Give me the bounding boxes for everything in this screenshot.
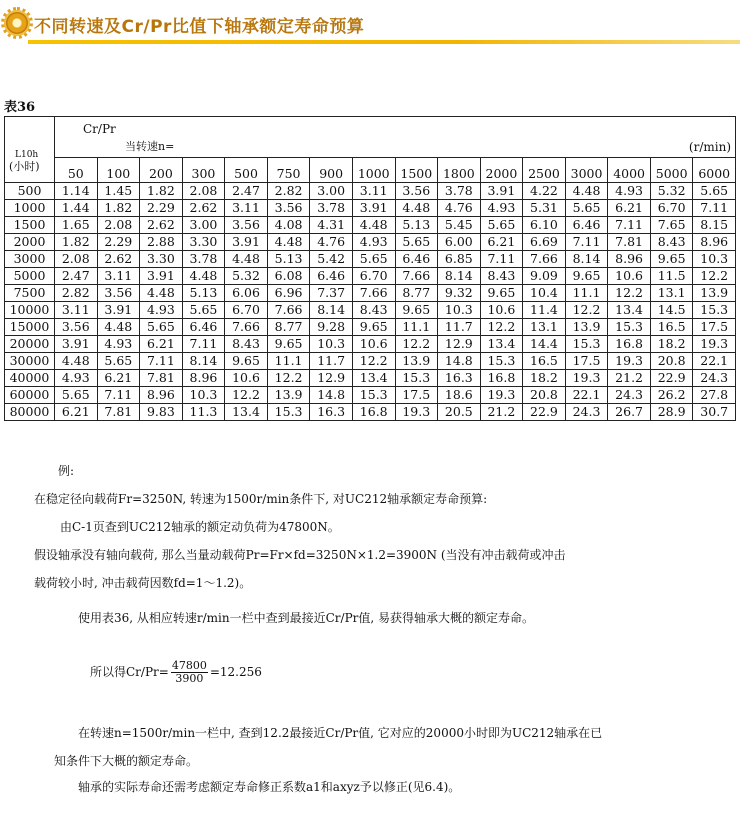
ratio-value-cell: 28.9 [650,404,693,421]
ratio-value-cell: 3.91 [140,268,183,285]
life-hours-cell: 20000 [5,336,55,353]
ratio-value-cell: 12.2 [267,370,310,387]
ratio-value-cell: 16.3 [438,370,481,387]
ratio-value-cell: 19.3 [395,404,438,421]
ratio-value-cell: 3.78 [310,200,353,217]
ratio-value-cell: 6.96 [267,285,310,302]
table-row [5,268,736,285]
ratio-value-cell: 8.77 [267,319,310,336]
ratio-value-cell: 3.91 [352,200,395,217]
example-heading: 例: [58,464,75,478]
ratio-value-cell: 19.3 [480,387,523,404]
ratio-value-cell: 4.93 [608,183,651,200]
ratio-value-cell: 6.00 [438,234,481,251]
bearing-life-table [4,116,736,421]
ratio-value-cell: 12.2 [693,268,736,285]
ratio-value-cell: 2.29 [140,200,183,217]
example-line: 载荷较小时, 冲击载荷因数fd=1～1.2)。 [34,576,252,590]
ratio-value-cell: 16.8 [480,370,523,387]
table-row [5,404,736,421]
ratio-value-cell: 15.3 [480,353,523,370]
ratio-value-cell: 8.14 [310,302,353,319]
ratio-value-cell: 5.65 [352,251,395,268]
ratio-value-cell: 4.93 [55,370,98,387]
ratio-value-cell: 5.65 [395,234,438,251]
ratio-value-cell: 4.48 [97,319,140,336]
ratio-value-cell: 15.3 [693,302,736,319]
ratio-value-cell: 9.09 [523,268,566,285]
ratio-value-cell: 1.82 [140,183,183,200]
table-row [5,353,736,370]
life-hours-cell: 40000 [5,370,55,387]
page-header [0,0,740,46]
ratio-value-cell: 5.65 [480,217,523,234]
ratio-value-cell: 8.96 [608,251,651,268]
ratio-value-cell: 3.56 [225,217,268,234]
life-hours-cell: 2000 [5,234,55,251]
speed-header-cell: 3000 [565,158,608,183]
ratio-value-cell: 12.9 [310,370,353,387]
ratio-value-cell: 6.21 [608,200,651,217]
ratio-value-cell: 8.43 [480,268,523,285]
ratio-value-cell: 13.4 [225,404,268,421]
ratio-value-cell: 6.46 [182,319,225,336]
speed-header-cell: 750 [267,158,310,183]
ratio-value-cell: 8.14 [565,251,608,268]
ratio-value-cell: 21.2 [480,404,523,421]
ratio-value-cell: 13.4 [608,302,651,319]
ratio-value-cell: 4.93 [97,336,140,353]
ratio-value-cell: 11.7 [438,319,481,336]
life-hours-cell: 80000 [5,404,55,421]
ratio-value-cell: 16.5 [523,353,566,370]
ratio-value-cell: 16.3 [310,404,353,421]
speed-header-cell: 2000 [480,158,523,183]
ratio-value-cell: 14.4 [523,336,566,353]
ratio-value-cell: 10.6 [480,302,523,319]
ratio-value-cell: 4.48 [395,200,438,217]
ratio-value-cell: 4.76 [310,234,353,251]
ratio-value-cell: 7.11 [608,217,651,234]
ratio-value-cell: 22.1 [693,353,736,370]
ratio-value-cell: 14.8 [310,387,353,404]
example-line: 轴承的实际寿命还需考虑额定寿命修正系数a1和axyz予以修正(见6.4)。 [78,780,461,794]
ratio-value-cell: 15.3 [395,370,438,387]
ratio-value-cell: 7.11 [97,387,140,404]
ratio-value-cell: 4.76 [438,200,481,217]
header-row [5,117,736,158]
ratio-value-cell: 7.66 [395,268,438,285]
ratio-value-cell: 1.82 [97,200,140,217]
ratio-value-cell: 17.5 [395,387,438,404]
ratio-value-cell: 6.69 [523,234,566,251]
ratio-value-cell: 2.62 [140,217,183,234]
ratio-value-cell: 14.5 [650,302,693,319]
ratio-value-cell: 3.91 [480,183,523,200]
ratio-value-cell: 9.65 [480,285,523,302]
ratio-value-cell: 2.08 [97,217,140,234]
ratio-value-cell: 7.81 [608,234,651,251]
ratio-value-cell: 5.42 [310,251,353,268]
ratio-value-cell: 15.3 [267,404,310,421]
ratio-value-cell: 5.65 [55,387,98,404]
ratio-value-cell: 1.82 [55,234,98,251]
ratio-value-cell: 10.3 [438,302,481,319]
ratio-header-cell [55,117,736,158]
speed-header-cell: 1500 [395,158,438,183]
ratio-value-cell: 2.82 [55,285,98,302]
example-line: 使用表36, 从相应转速r/min一栏中查到最接近Cr/Pr值, 易获得轴承大概的额定寿命。 [78,611,535,625]
life-hours-cell: 15000 [5,319,55,336]
ratio-value-cell: 12.2 [395,336,438,353]
ratio-value-cell: 1.14 [55,183,98,200]
ratio-value-cell: 3.11 [97,268,140,285]
ratio-value-cell: 12.2 [608,285,651,302]
life-hours-cell: 1000 [5,200,55,217]
ratio-value-cell: 4.93 [480,200,523,217]
ratio-value-cell: 12.2 [225,387,268,404]
speed-row [5,158,736,183]
ratio-value-cell: 6.46 [310,268,353,285]
ratio-value-cell: 11.4 [523,302,566,319]
ratio-value-cell: 8.14 [438,268,481,285]
speed-label: 当转速n= [125,140,175,153]
ratio-value-cell: 7.66 [352,285,395,302]
formula-fraction [171,660,208,685]
ratio-value-cell: 3.78 [438,183,481,200]
ratio-value-cell: 8.77 [395,285,438,302]
example-line: 由C-1页查到UC212轴承的额定动负荷为47800N。 [60,520,340,534]
ratio-value-cell: 15.3 [565,336,608,353]
ratio-value-cell: 10.3 [182,387,225,404]
ratio-value-cell: 21.2 [608,370,651,387]
ratio-value-cell: 8.43 [352,302,395,319]
ratio-value-cell: 7.66 [523,251,566,268]
ratio-value-cell: 6.46 [395,251,438,268]
ratio-label: Cr/Pr [83,122,116,136]
ratio-value-cell: 18.6 [438,387,481,404]
ratio-value-cell: 4.48 [565,183,608,200]
ratio-value-cell: 20.8 [523,387,566,404]
ratio-value-cell: 5.65 [182,302,225,319]
ratio-value-cell: 20.5 [438,404,481,421]
ratio-value-cell: 10.6 [608,268,651,285]
ratio-value-cell: 19.3 [565,370,608,387]
ratio-value-cell: 16.8 [352,404,395,421]
ratio-value-cell: 16.5 [650,319,693,336]
ratio-value-cell: 9.65 [650,251,693,268]
formula-prefix: 所以得Cr/Pr= [90,665,169,679]
table-row [5,183,736,200]
ratio-value-cell: 5.32 [650,183,693,200]
ratio-value-cell: 3.91 [97,302,140,319]
ratio-value-cell: 7.81 [97,404,140,421]
speed-header-cell: 900 [310,158,353,183]
ratio-value-cell: 19.3 [693,336,736,353]
speed-header-cell: 2500 [523,158,566,183]
ratio-value-cell: 3.56 [267,200,310,217]
ratio-value-cell: 4.48 [352,217,395,234]
table-row [5,387,736,404]
ratio-value-cell: 5.13 [182,285,225,302]
ratio-value-cell: 7.37 [310,285,353,302]
ratio-value-cell: 1.45 [97,183,140,200]
ratio-value-cell: 19.3 [608,353,651,370]
ratio-value-cell: 7.11 [480,251,523,268]
ratio-value-cell: 3.78 [182,251,225,268]
ratio-value-cell: 27.8 [693,387,736,404]
header-divider [28,40,740,44]
ratio-value-cell: 9.28 [310,319,353,336]
ratio-value-cell: 12.2 [352,353,395,370]
formula [90,660,262,685]
ratio-value-cell: 24.3 [565,404,608,421]
ratio-value-cell: 26.2 [650,387,693,404]
ratio-value-cell: 14.8 [438,353,481,370]
ratio-value-cell: 7.11 [182,336,225,353]
example-line: 在稳定径向载荷Fr=3250N, 转速为1500r/min条件下, 对UC212轴承额定寿命预算: [34,492,488,506]
ratio-value-cell: 11.1 [395,319,438,336]
ratio-value-cell: 8.14 [182,353,225,370]
ratio-value-cell: 22.9 [523,404,566,421]
ratio-value-cell: 6.21 [97,370,140,387]
ratio-value-cell: 17.5 [565,353,608,370]
life-hours-cell: 1500 [5,217,55,234]
ratio-value-cell: 8.96 [182,370,225,387]
life-hours-cell: 30000 [5,353,55,370]
ratio-value-cell: 12.9 [438,336,481,353]
ratio-value-cell: 12.2 [565,302,608,319]
ratio-value-cell: 3.56 [55,319,98,336]
ratio-value-cell: 10.4 [523,285,566,302]
unit-label: (r/min) [688,140,731,154]
example-line: 假设轴承没有轴向载荷, 那么当量动载荷Pr=Fr×fd=3250N×1.2=3900N (当没有冲击载荷或冲击 [34,548,566,562]
table-corner-cell [5,117,55,183]
life-hours-cell: 10000 [5,302,55,319]
ratio-value-cell: 16.8 [608,336,651,353]
speed-header-cell: 100 [97,158,140,183]
hours-label: (小时) [9,160,40,173]
ratio-value-cell: 10.6 [225,370,268,387]
table-label: 表36 [4,100,36,115]
ratio-value-cell: 1.65 [55,217,98,234]
life-hours-cell: 7500 [5,285,55,302]
ratio-value-cell: 4.93 [352,234,395,251]
ratio-value-cell: 11.1 [267,353,310,370]
ratio-value-cell: 5.13 [267,251,310,268]
ratio-value-cell: 4.08 [267,217,310,234]
ratio-value-cell: 3.30 [140,251,183,268]
ratio-value-cell: 6.21 [480,234,523,251]
speed-header-cell: 1800 [438,158,481,183]
ratio-value-cell: 3.91 [55,336,98,353]
ratio-value-cell: 10.3 [310,336,353,353]
ratio-value-cell: 8.43 [225,336,268,353]
ratio-value-cell: 4.48 [225,251,268,268]
ratio-value-cell: 5.65 [97,353,140,370]
ratio-value-cell: 11.1 [565,285,608,302]
ratio-value-cell: 3.56 [395,183,438,200]
ratio-value-cell: 6.70 [225,302,268,319]
ratio-value-cell: 8.43 [650,234,693,251]
ratio-value-cell: 5.65 [565,200,608,217]
ratio-value-cell: 13.1 [523,319,566,336]
ratio-value-cell: 13.4 [480,336,523,353]
ratio-value-cell: 7.65 [650,217,693,234]
ratio-value-cell: 7.66 [225,319,268,336]
ratio-value-cell: 7.66 [267,302,310,319]
ratio-value-cell: 6.21 [140,336,183,353]
ratio-value-cell: 4.48 [140,285,183,302]
ratio-value-cell: 10.3 [693,251,736,268]
ratio-value-cell: 2.88 [140,234,183,251]
ratio-value-cell: 13.4 [352,370,395,387]
ratio-value-cell: 6.21 [55,404,98,421]
ratio-value-cell: 6.70 [352,268,395,285]
ratio-value-cell: 9.65 [565,268,608,285]
table-row [5,217,736,234]
ratio-value-cell: 11.3 [182,404,225,421]
ratio-value-cell: 10.6 [352,336,395,353]
ratio-value-cell: 5.31 [523,200,566,217]
ratio-value-cell: 15.3 [352,387,395,404]
table-row [5,336,736,353]
ratio-value-cell: 7.11 [140,353,183,370]
table-row [5,370,736,387]
speed-header-cell: 5000 [650,158,693,183]
ratio-value-cell: 6.06 [225,285,268,302]
ratio-value-cell: 11.7 [310,353,353,370]
ratio-value-cell: 2.29 [97,234,140,251]
table-row [5,319,736,336]
ratio-value-cell: 5.32 [225,268,268,285]
speed-header-cell: 6000 [693,158,736,183]
ratio-value-cell: 5.65 [693,183,736,200]
ratio-value-cell: 6.10 [523,217,566,234]
ratio-value-cell: 4.22 [523,183,566,200]
ratio-value-cell: 13.9 [693,285,736,302]
ratio-value-cell: 17.5 [693,319,736,336]
ratio-value-cell: 3.56 [97,285,140,302]
ratio-value-cell: 13.1 [650,285,693,302]
ratio-value-cell: 9.65 [395,302,438,319]
ratio-value-cell: 3.11 [352,183,395,200]
ratio-value-cell: 24.3 [693,370,736,387]
ratio-value-cell: 3.91 [225,234,268,251]
ratio-value-cell: 2.82 [267,183,310,200]
ratio-value-cell: 26.7 [608,404,651,421]
speed-header-cell: 500 [225,158,268,183]
ratio-value-cell: 2.47 [55,268,98,285]
page-title: 不同转速及Cr/Pr比值下轴承额定寿命预算 [34,17,365,37]
ratio-value-cell: 6.46 [565,217,608,234]
ratio-value-cell: 13.9 [565,319,608,336]
life-hours-cell: 500 [5,183,55,200]
ratio-value-cell: 22.9 [650,370,693,387]
life-hours-cell: 5000 [5,268,55,285]
formula-numerator: 47800 [171,659,207,672]
ratio-value-cell: 3.00 [310,183,353,200]
ratio-value-cell: 30.7 [693,404,736,421]
speed-header-cell: 300 [182,158,225,183]
ratio-value-cell: 11.5 [650,268,693,285]
ratio-value-cell: 24.3 [608,387,651,404]
ratio-value-cell: 2.62 [97,251,140,268]
ratio-value-cell: 4.48 [55,353,98,370]
life-hours-cell: 3000 [5,251,55,268]
table-row [5,200,736,217]
speed-header-cell: 200 [140,158,183,183]
ratio-value-cell: 9.65 [352,319,395,336]
ratio-value-cell: 3.11 [225,200,268,217]
ratio-value-cell: 3.00 [182,217,225,234]
ratio-value-cell: 9.83 [140,404,183,421]
ratio-value-cell: 2.62 [182,200,225,217]
life-hours-cell: 60000 [5,387,55,404]
formula-denominator: 3900 [175,672,204,685]
ratio-value-cell: 18.2 [650,336,693,353]
ratio-value-cell: 5.45 [438,217,481,234]
gear-icon [4,10,30,36]
ratio-value-cell: 4.48 [267,234,310,251]
ratio-value-cell: 4.93 [140,302,183,319]
ratio-value-cell: 8.96 [140,387,183,404]
ratio-value-cell: 2.08 [182,183,225,200]
table-row [5,285,736,302]
ratio-value-cell: 7.11 [565,234,608,251]
ratio-value-cell: 20.8 [650,353,693,370]
speed-header-cell: 4000 [608,158,651,183]
ratio-value-cell: 9.65 [267,336,310,353]
ratio-value-cell: 4.48 [182,268,225,285]
table-row [5,234,736,251]
ratio-value-cell: 3.30 [182,234,225,251]
example-line: 在转速n=1500r/min一栏中, 查到12.2最接近Cr/Pr值, 它对应的20000小时即为UC212轴承在已 [78,726,603,740]
formula-result: =12.256 [209,665,262,679]
ratio-value-cell: 6.85 [438,251,481,268]
ratio-value-cell: 12.2 [480,319,523,336]
ratio-value-cell: 8.96 [693,234,736,251]
ratio-value-cell: 1.44 [55,200,98,217]
ratio-value-cell: 6.08 [267,268,310,285]
ratio-value-cell: 13.9 [395,353,438,370]
speed-header-cell: 50 [55,158,98,183]
ratio-value-cell: 9.32 [438,285,481,302]
ratio-value-cell: 7.81 [140,370,183,387]
ratio-value-cell: 22.1 [565,387,608,404]
ratio-value-cell: 2.08 [55,251,98,268]
example-line: 知条件下大概的额定寿命。 [54,754,199,768]
ratio-value-cell: 9.65 [225,353,268,370]
ratio-value-cell: 13.9 [267,387,310,404]
table-row [5,251,736,268]
ratio-value-cell: 8.15 [693,217,736,234]
ratio-value-cell: 18.2 [523,370,566,387]
ratio-value-cell: 4.31 [310,217,353,234]
speed-header-cell: 1000 [352,158,395,183]
life-label: L10h [15,150,39,160]
ratio-value-cell: 3.11 [55,302,98,319]
ratio-value-cell: 5.65 [140,319,183,336]
ratio-value-cell: 5.13 [395,217,438,234]
ratio-value-cell: 15.3 [608,319,651,336]
ratio-value-cell: 2.47 [225,183,268,200]
table-row [5,302,736,319]
ratio-value-cell: 7.11 [693,200,736,217]
ratio-value-cell: 6.70 [650,200,693,217]
